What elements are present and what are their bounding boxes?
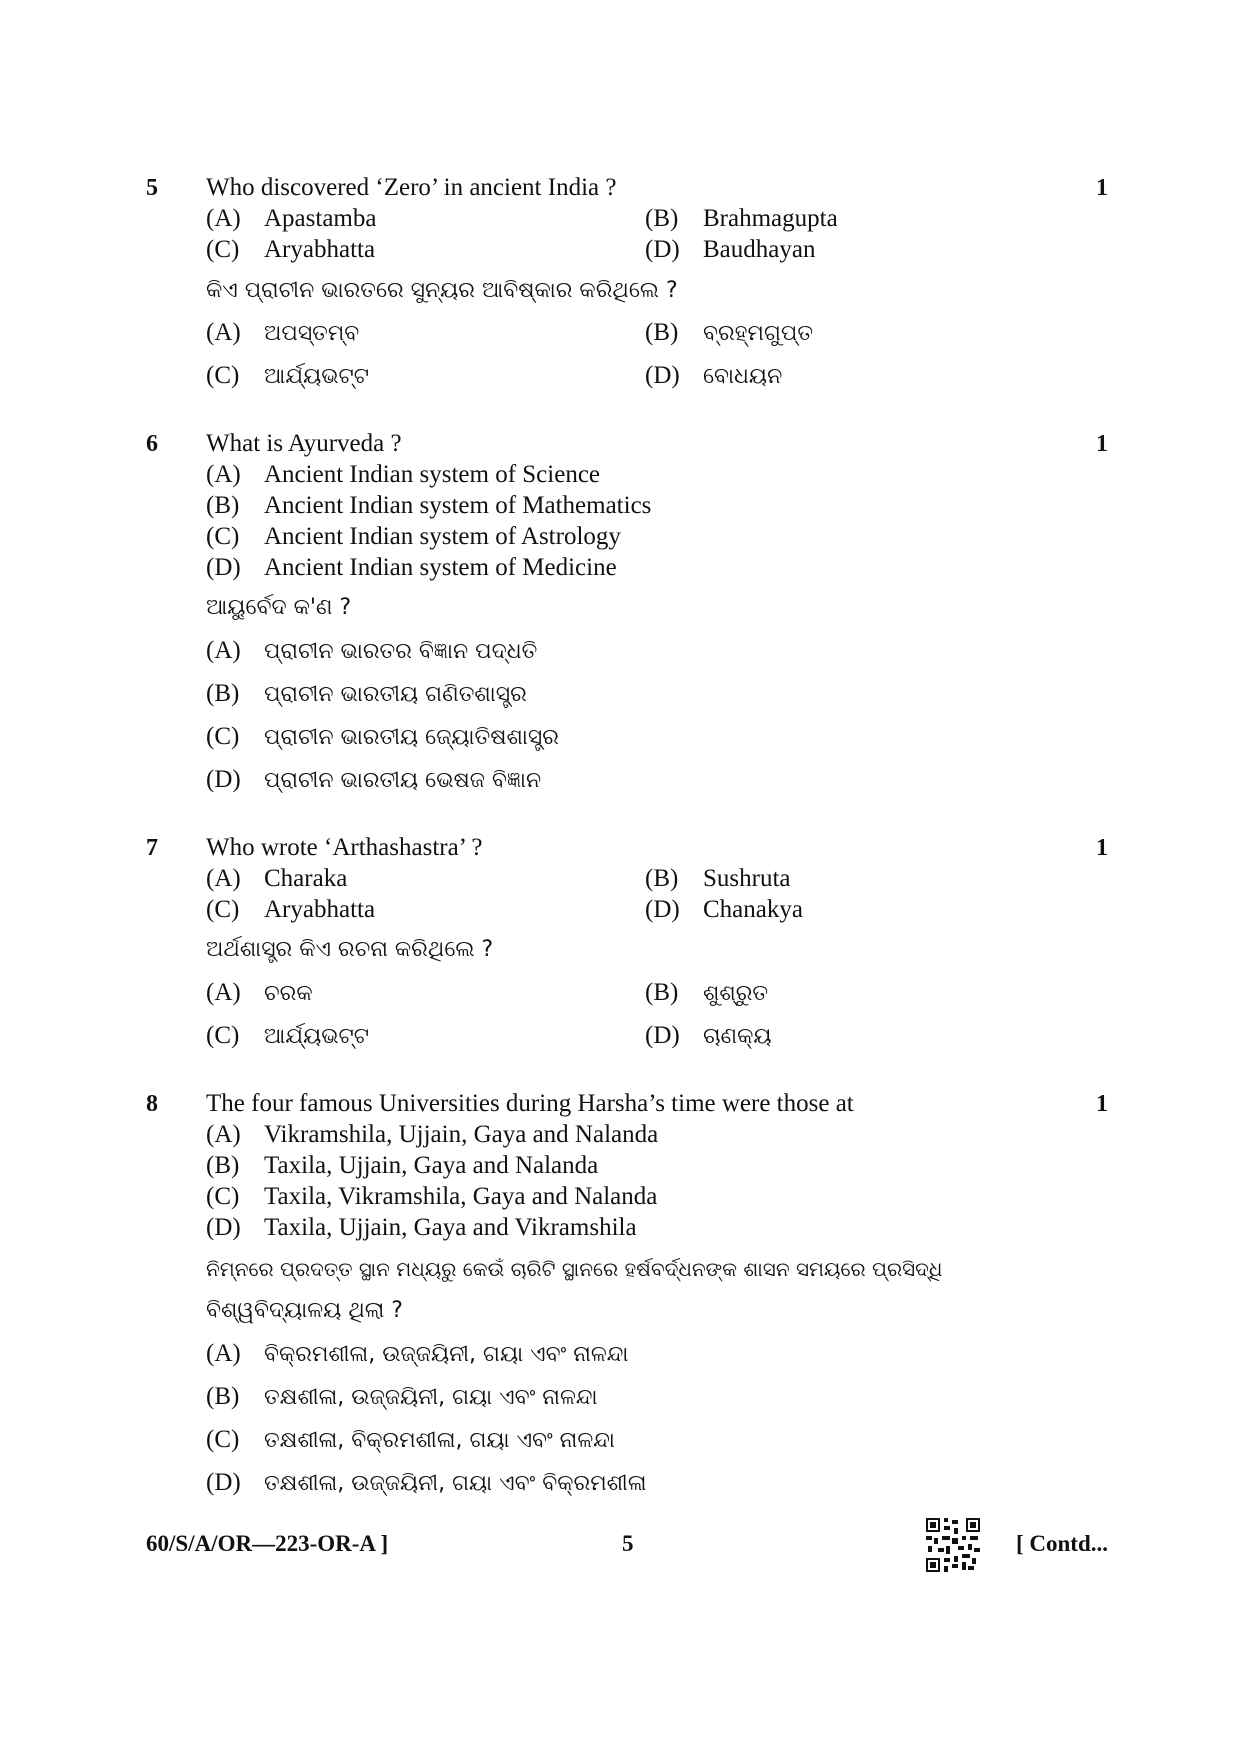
option-b-or: (B) ବ୍ରହ୍ମଗୁପ୍ତ [645,319,814,346]
question-text-en: Who wrote ‘Arthashastra’ ? [206,834,483,861]
option-d-en: (D) Chanakya [645,896,803,923]
option-b-en: (B) Sushruta [645,865,791,892]
option-d-en: (D) Taxila, Ujjain, Gaya and Vikramshila [206,1214,637,1241]
option-d-or: (D) ତକ୍ଷଶୀଳା, ଉଜ୍ଜୟିନୀ, ଗୟା ଏବଂ ବିକ୍ରମଶୀଳା [206,1469,647,1496]
option-c-or: (C) ଆର୍ଯ୍ୟଭଟ୍ଟ [206,1022,370,1049]
question-text-or-line2: ବିଶ୍ୱବିଦ୍ୟାଳୟ ଥିଲା ? [206,1298,403,1323]
question-text-en: Who discovered ‘Zero’ in ancient India ? [206,174,617,201]
question-text-or-line1: ନିମ୍ନରେ ପ୍ରଦତ୍ତ ସ୍ଥାନ ମଧ୍ୟରୁ କେଉଁ ଚାରିଟି ସ୍ଥାନରେ ହର୍ଷବର୍ଦ୍ଧନଙ୍କ ଶାସନ ସମୟରେ ପ୍ରସିଦ୍ଧି [206,1257,943,1281]
option-c-en: (C) Aryabhatta [206,896,376,923]
page-number: 5 [622,1531,634,1556]
continued-label: [ Contd... [1016,1531,1109,1556]
option-c-or: (C) ତକ୍ଷଶୀଳା, ବିକ୍ରମଶୀଳା, ଗୟା ଏବଂ ନାଳନ୍ଦା [206,1426,615,1453]
option-a-en: (A) Charaka [206,865,348,892]
option-a-en: (A) Ancient Indian system of Science [206,461,601,488]
qr-code-icon [926,1518,980,1572]
paper-code: 60/S/A/OR—223-OR-A ] [146,1531,389,1556]
option-c-en: (C) Ancient Indian system of Astrology [206,523,621,550]
option-b-en: (B) Ancient Indian system of Mathematics [206,492,652,519]
question-number: 7 [146,835,158,861]
question-number: 6 [146,431,158,457]
option-b-en: (B) Brahmagupta [645,205,838,232]
option-a-en: (A) Vikramshila, Ujjain, Gaya and Nalanda [206,1121,659,1148]
option-a-en: (A) Apastamba [206,205,377,232]
option-b-en: (B) Taxila, Ujjain, Gaya and Nalanda [206,1152,599,1179]
option-c-or: (C) ପ୍ରାଚୀନ ଭାରତୀୟ ଜ୍ୟୋତିଷଶାସ୍ତ୍ର [206,723,559,750]
question-text-or: କିଏ ପ୍ରାଚୀନ ଭାରତରେ ସୁନ୍ୟର ଆବିଷ୍କାର କରିଥିଲେ ? [206,278,678,303]
option-d-en: (D) Baudhayan [645,236,816,263]
option-a-or: (A) ବିକ୍ରମଶୀଳା, ଉଜ୍ଜୟିନୀ, ଗୟା ଏବଂ ନାଳନ୍ଦା [206,1340,629,1367]
option-c-en: (C) Taxila, Vikramshila, Gaya and Nalanda [206,1183,658,1210]
option-a-or: (A) ପ୍ରାଚୀନ ଭାରତର ବିଜ୍ଞାନ ପଦ୍ଧତି [206,637,538,664]
question-text-or: ଆୟୁର୍ବେଦ କ'ଣ ? [206,595,352,620]
question-number: 8 [146,1091,158,1117]
question-number: 5 [146,175,158,201]
option-b-or: (B) ପ୍ରାଚୀନ ଭାରତୀୟ ଗଣିତଶାସ୍ତ୍ର [206,680,527,707]
question-marks: 1 [1096,175,1108,201]
option-d-or: (D) ବୋଧୟନ [645,362,783,389]
option-c-or: (C) ଆର୍ଯ୍ୟଭଟ୍ଟ [206,362,370,389]
question-marks: 1 [1096,1091,1108,1117]
question-marks: 1 [1096,835,1108,861]
question-text-en: What is Ayurveda ? [206,430,402,457]
option-c-en: (C) Aryabhatta [206,236,376,263]
option-b-or: (B) ଶୁଶ୍ରୁତ [645,979,769,1006]
option-b-or: (B) ତକ୍ଷଶୀଳା, ଉଜ୍ଜୟିନୀ, ଗୟା ଏବଂ ନାଳନ୍ଦା [206,1383,598,1410]
question-text-or: ଅର୍ଥଶାସ୍ତ୍ର କିଏ ରଚନା କରିଥିଲେ ? [206,937,494,962]
option-d-or: (D) ପ୍ରାଚୀନ ଭାରତୀୟ ଭେଷଜ ବିଜ୍ଞାନ [206,766,542,793]
option-a-or: (A) ଚରକ [206,979,313,1006]
option-d-or: (D) ଚାଣକ୍ୟ [645,1022,772,1049]
option-d-en: (D) Ancient Indian system of Medicine [206,554,617,581]
option-a-or: (A) ଅପସ୍ତମ୍ବ [206,319,360,346]
question-text-en: The four famous Universities during Harsha’s time were those at [206,1090,854,1117]
question-marks: 1 [1096,431,1108,457]
